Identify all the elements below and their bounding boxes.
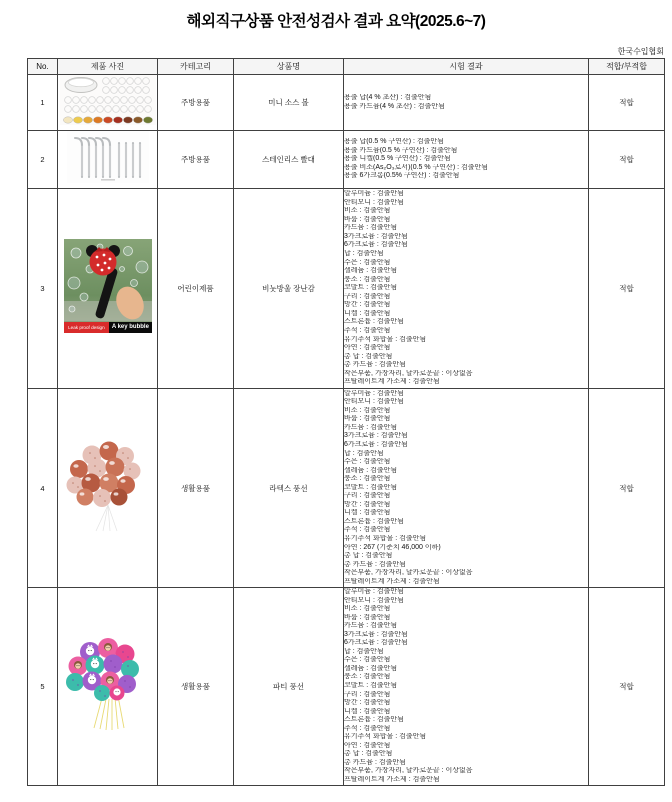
product-photo-cell (58, 389, 158, 588)
row-category: 어린이제품 (158, 189, 234, 389)
col-header-category: 카테고리 (158, 59, 234, 75)
test-result-line: 안티모니 : 검출안됨 (344, 398, 404, 406)
bubble-toy-image (64, 239, 152, 333)
test-result-line: 붕소 : 검출안됨 (344, 275, 391, 283)
test-result-line: 바륨 : 검출안됨 (344, 415, 391, 423)
test-result-line: 코발트 : 검출안됨 (344, 483, 398, 491)
col-header-photo: 제품 사진 (58, 59, 158, 75)
product-photo-cell (58, 588, 158, 786)
row-no: 3 (28, 189, 58, 389)
test-result-line: 수은 : 검출안됨 (344, 656, 391, 664)
table-row (28, 75, 665, 131)
test-result-line: 총 카드뮴 : 검출안됨 (344, 361, 406, 369)
test-result-line: 셀레늄 : 검출안됨 (344, 664, 398, 672)
test-result-line: 수은 : 검출안됨 (344, 458, 391, 466)
test-result-line: 용출 납(4 % 초산) : 검출안됨 (344, 93, 432, 101)
test-result-line: 총 납 : 검출안됨 (344, 352, 393, 360)
test-result-line: 안티모니 : 검출안됨 (344, 198, 404, 206)
row-no: 2 (28, 131, 58, 189)
row-no: 5 (28, 588, 58, 786)
test-result-line: 3가크로뮴 : 검출안됨 (344, 232, 408, 240)
mini-sauce-bowls-image (60, 75, 156, 125)
test-result-line: 작은부품, 가장자리, 날카로운끝 : 이상없음 (344, 369, 473, 377)
test-result-line: 6가크로뮴 : 검출안됨 (344, 639, 408, 647)
stainless-straws-image (67, 131, 149, 183)
test-result-line: 유기주석 화합물 : 검출안됨 (344, 733, 427, 741)
test-result-line: 수은 : 검출안됨 (344, 258, 391, 266)
test-result-line: 3가크로뮴 : 검출안됨 (344, 630, 408, 638)
test-result-line: 붕소 : 검출안됨 (344, 475, 391, 483)
row-verdict: 적합 (589, 389, 665, 588)
photo-badge-a-key-bubble: A key bubble (109, 322, 151, 333)
test-result-line: 스트론튬 : 검출안됨 (344, 716, 404, 724)
test-result-line: 납 : 검출안됨 (344, 647, 384, 655)
row-product-name: 스테인리스 빨대 (234, 131, 344, 189)
test-result-line: 프탈레이트계 가소제 : 검출안됨 (344, 577, 440, 585)
product-photo-cell (58, 75, 158, 131)
col-header-results: 시험 결과 (344, 59, 589, 75)
product-photo-cell (58, 189, 158, 389)
test-result-line: 아연 : 검출안됨 (344, 344, 391, 352)
test-result-line: 총 납 : 검출안됨 (344, 750, 393, 758)
product-photo-cell (58, 131, 158, 189)
test-result-line: 망간 : 검출안됨 (344, 301, 391, 309)
table-row (28, 131, 665, 189)
test-result-line: 용출 6가크롬(0.5% 구연산) : 검출안됨 (344, 172, 460, 180)
row-product-name: 파티 풍선 (234, 588, 344, 786)
test-result-line: 6가크로뮴 : 검출안됨 (344, 241, 408, 249)
test-result-line: 3가크로뮴 : 검출안됨 (344, 432, 408, 440)
page-title: 해외직구상품 안전성검사 결과 요약(2025.6~7) (186, 13, 486, 30)
row-category: 생활용품 (158, 588, 234, 786)
test-result-line: 6가크로뮴 : 검출안됨 (344, 440, 408, 448)
test-result-line: 셀레늄 : 검출안됨 (344, 466, 398, 474)
test-result-line: 붕소 : 검출안됨 (344, 673, 391, 681)
product-photo-bubble-toy (64, 239, 152, 333)
test-result-line: 망간 : 검출안됨 (344, 500, 391, 508)
col-header-no: No. (28, 59, 58, 75)
test-result-line: 알루미늄 : 검출안됨 (344, 389, 404, 397)
test-result-line: 납 : 검출안됨 (344, 449, 384, 457)
test-result-line: 유기주석 화합물 : 검출안됨 (344, 535, 427, 542)
test-result-line: 용출 카드뮴(0.5 % 구연산) : 검출안됨 (344, 146, 458, 154)
test-result-line: 카드뮴 : 검출안됨 (344, 224, 398, 232)
latex-balloons-image (62, 439, 154, 533)
test-result-line: 비소 : 검출안됨 (344, 605, 391, 613)
row-test-results (344, 75, 589, 131)
safety-results-table (27, 58, 665, 786)
test-result-line: 용출 카드뮴(4 % 초산) : 검출안됨 (344, 102, 445, 110)
product-photo-latex-balloons (62, 439, 154, 533)
test-result-line: 바륨 : 검출안됨 (344, 613, 391, 621)
test-result-line: 코발트 : 검출안됨 (344, 284, 398, 292)
photo-badge-leak-proof: Leak proof design (64, 322, 110, 333)
col-header-verdict: 적합/부적합 (589, 59, 665, 75)
product-photo-party-balloons (62, 636, 154, 732)
test-result-line: 용출 니켈(0.5 % 구연산) : 검출안됨 (344, 155, 451, 163)
test-result-line: 아연 : 267 (기준치 46,000 이하) (344, 543, 441, 551)
row-test-results (344, 189, 589, 389)
table-row (28, 389, 665, 588)
test-result-line: 스트론튬 : 검출안됨 (344, 318, 404, 326)
test-result-line: 작은부품, 가장자리, 날카로운끝 : 이상없음 (344, 569, 473, 577)
test-result-line: 납 : 검출안됨 (344, 250, 384, 258)
test-result-line: 총 카드뮴 : 검출안됨 (344, 758, 406, 766)
row-no: 4 (28, 389, 58, 588)
row-test-results (344, 131, 589, 189)
test-result-line: 구리 : 검출안됨 (344, 690, 391, 698)
test-result-line: 안티모니 : 검출안됨 (344, 596, 404, 604)
row-verdict: 적합 (589, 75, 665, 131)
test-result-line: 카드뮴 : 검출안됨 (344, 622, 398, 630)
test-result-line: 비소 : 검출안됨 (344, 406, 391, 414)
test-result-line: 니켈 : 검출안됨 (344, 309, 391, 317)
product-photo-stainless-straws (67, 131, 149, 183)
row-test-results (344, 389, 589, 588)
row-product-name: 미니 소스 볼 (234, 75, 344, 131)
test-result-line: 스트론튬 : 검출안됨 (344, 517, 404, 525)
row-verdict: 적합 (589, 189, 665, 389)
product-photo-mini-sauce-bowls (60, 75, 156, 125)
test-result-line: 총 납 : 검출안됨 (344, 552, 393, 560)
row-category: 주방용품 (158, 131, 234, 189)
table-header-row (28, 59, 665, 75)
test-result-line: 총 카드뮴 : 검출안됨 (344, 560, 406, 568)
row-category: 주방용품 (158, 75, 234, 131)
row-test-results (344, 588, 589, 786)
test-result-line: 프탈레이트계 가소제 : 검출안됨 (344, 378, 440, 386)
photo-badges (64, 322, 152, 333)
test-result-line: 알루미늄 : 검출안됨 (344, 190, 404, 198)
row-verdict: 적합 (589, 588, 665, 786)
party-balloons-image (62, 636, 154, 732)
table-row (28, 189, 665, 389)
test-result-line: 주석 : 검출안됨 (344, 724, 391, 732)
test-result-line: 용출 비소(As₂O₃로서)(0.5 % 구연산) : 검출안됨 (344, 163, 489, 171)
row-verdict: 적합 (589, 131, 665, 189)
test-result-line: 주석 : 검출안됨 (344, 526, 391, 534)
test-result-line: 유기주석 화합물 : 검출안됨 (344, 335, 427, 343)
row-category: 생활용품 (158, 389, 234, 588)
org-label: 한국수입협회 (617, 47, 664, 56)
test-result-line: 작은부품, 가장자리, 날카로운끝 : 이상없음 (344, 767, 473, 775)
test-result-line: 니켈 : 검출안됨 (344, 509, 391, 517)
test-result-line: 망간 : 검출안됨 (344, 699, 391, 707)
test-result-line: 바륨 : 검출안됨 (344, 215, 391, 223)
test-result-line: 카드뮴 : 검출안됨 (344, 423, 398, 431)
test-result-line: 비소 : 검출안됨 (344, 207, 391, 215)
table-row (28, 588, 665, 786)
row-no: 1 (28, 75, 58, 131)
test-result-line: 코발트 : 검출안됨 (344, 682, 398, 690)
test-result-line: 니켈 : 검출안됨 (344, 707, 391, 715)
test-result-line: 주석 : 검출안됨 (344, 326, 391, 334)
row-product-name: 라텍스 풍선 (234, 389, 344, 588)
test-result-line: 아연 : 검출안됨 (344, 741, 391, 749)
test-result-line: 용출 납(0.5 % 구연산) : 검출안됨 (344, 138, 444, 146)
test-result-line: 셀레늄 : 검출안됨 (344, 267, 398, 275)
test-result-line: 프탈레이트계 가소제 : 검출안됨 (344, 776, 440, 784)
col-header-product: 상품명 (234, 59, 344, 75)
test-result-line: 알루미늄 : 검출안됨 (344, 588, 404, 595)
test-result-line: 구리 : 검출안됨 (344, 492, 391, 500)
row-product-name: 비눗방울 장난감 (234, 189, 344, 389)
test-result-line: 구리 : 검출안됨 (344, 292, 391, 300)
